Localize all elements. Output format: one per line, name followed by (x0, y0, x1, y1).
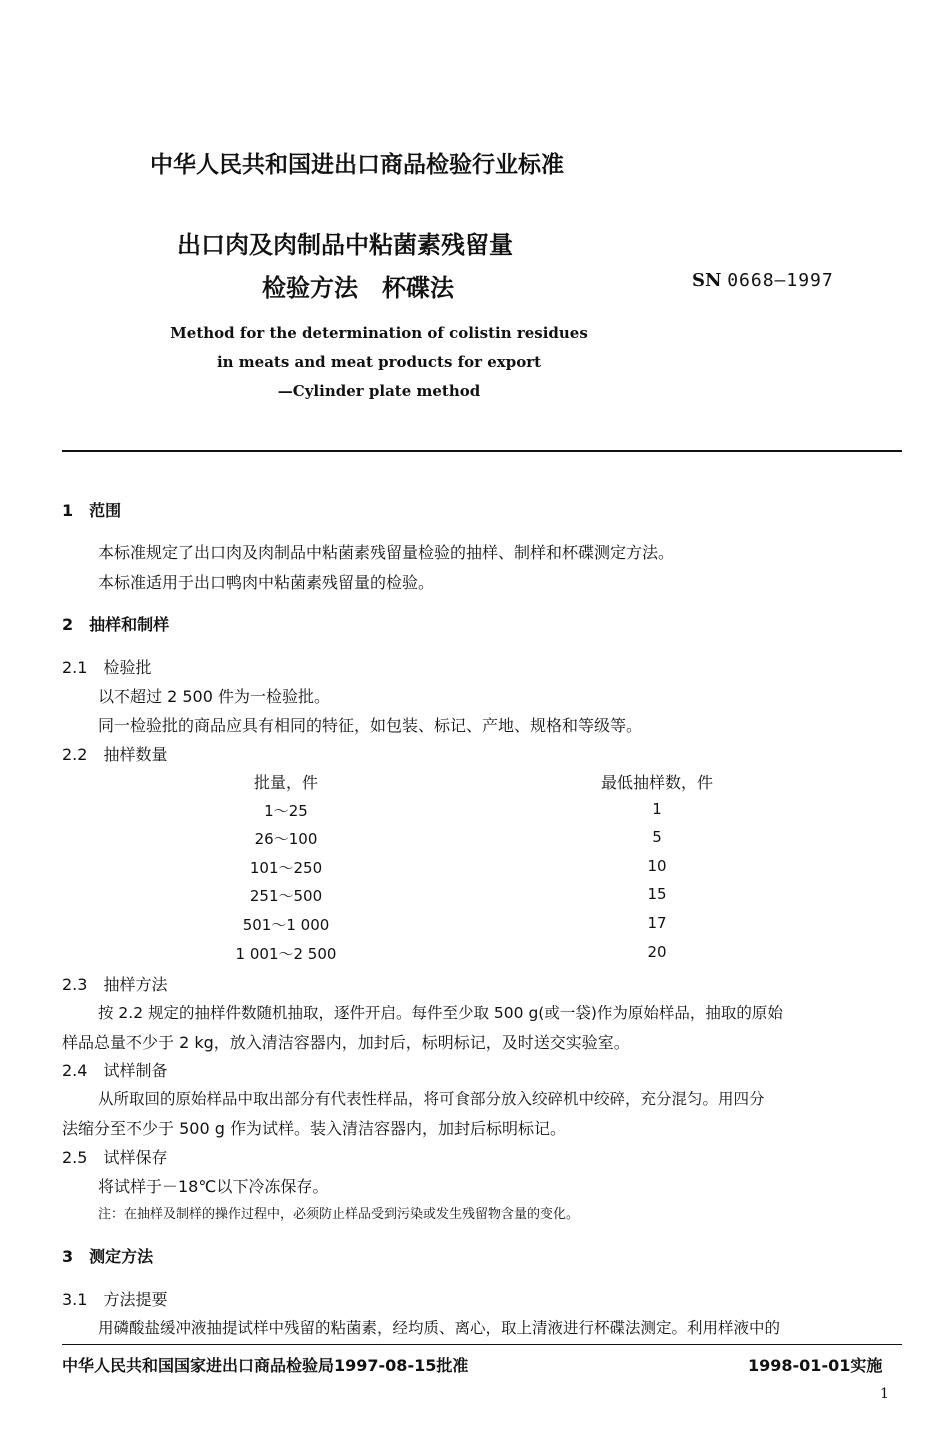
section-2-3-line-2: 样品总量不少于 2 kg，放入清洁容器内，加封后，标明标记，及时送交实验室。 (62, 1033, 630, 1052)
section-2-5-para-1: 将试样于－18℃以下冷冻保存。 (98, 1177, 329, 1196)
section-1-para-2: 本标准适用于出口鸭肉中粘菌素残留量的检验。 (98, 573, 435, 592)
table-cell-lot-size: 1～25 (264, 802, 308, 820)
section-1-heading: 1 范围 (62, 501, 122, 520)
table-cell-lot-size: 26～100 (254, 830, 318, 848)
section-3-1-line-1: 用磷酸盐缓冲液抽提试样中残留的粘菌素，经均质、离心，取上清液进行杯碟法测定。利用样液中的 (98, 1319, 781, 1337)
table-row (0, 914, 950, 942)
section-2-4-heading: 2.4 试样制备 (62, 1061, 168, 1080)
section-3-1-heading: 3.1 方法提要 (62, 1290, 168, 1309)
table-cell-min-samples: 17 (647, 914, 667, 932)
section-2-4-line-1: 从所取回的原始样品中取出部分有代表性样品，将可食部分放入绞碎机中绞碎，充分混匀。用四分 (98, 1090, 765, 1108)
table-row (0, 828, 950, 856)
table-cell-min-samples: 20 (647, 943, 667, 961)
table-row (0, 885, 950, 913)
section-2-5-heading: 2.5 试样保存 (62, 1148, 168, 1167)
section-2-3-heading: 2.3 抽样方法 (62, 975, 168, 994)
footer-rule (62, 1344, 902, 1345)
standard-prefix: SN (692, 270, 722, 291)
effective-date: 1998-01-01实施 (748, 1356, 883, 1375)
table-row (0, 857, 950, 885)
section-2-5-note: 注：在抽样及制样的操作过程中，必须防止样品受到污染或发生残留物含量的变化。 (98, 1207, 580, 1222)
table-cell-min-samples: 1 (652, 800, 662, 818)
english-title-line3: —Cylinder plate method (277, 382, 481, 400)
approval-note: 中华人民共和国国家进出口商品检验局1997-08-15批准 (62, 1356, 469, 1375)
table-cell-min-samples: 10 (647, 857, 667, 875)
doc-title-line1: 出口肉及肉制品中粘菌素残留量 (177, 231, 513, 259)
page-number: 1 (880, 1386, 889, 1402)
section-2-1-para-2: 同一检验批的商品应具有相同的特征，如包装、标记、产地、规格和等级等。 (98, 716, 643, 735)
section-1-para-1: 本标准规定了出口肉及肉制品中粘菌素残留量检验的抽样、制样和杯碟测定方法。 (98, 543, 675, 562)
section-3-heading: 3 测定方法 (62, 1247, 154, 1266)
header-rule (62, 450, 902, 452)
section-2-heading: 2 抽样和制样 (62, 615, 170, 634)
section-2-4-line-2: 法缩分至不少于 500 g 作为试样。装入清洁容器内，加封后标明标记。 (62, 1119, 566, 1138)
section-2-1-para-1: 以不超过 2 500 件为一检验批。 (98, 687, 330, 706)
section-2-3-line-1: 按 2.2 规定的抽样件数随机抽取，逐件开启。每件至少取 500 g(或一袋)作为原始样品，抽取的原始 (98, 1004, 783, 1022)
table-cell-min-samples: 5 (652, 828, 662, 846)
section-2-1-heading: 2.1 检验批 (62, 658, 152, 677)
table-row (0, 943, 950, 971)
table-header-min-samples: 最低抽样数，件 (600, 773, 713, 792)
table-row (0, 800, 950, 828)
standard-code (692, 270, 834, 291)
table-cell-min-samples: 15 (647, 885, 667, 903)
table-cell-lot-size: 501～1 000 (242, 916, 330, 934)
table-cell-lot-size: 101～250 (249, 859, 323, 877)
section-2-2-heading: 2.2 抽样数量 (62, 745, 168, 764)
org-title: 中华人民共和国进出口商品检验行业标准 (150, 152, 564, 178)
table-cell-lot-size: 251～500 (249, 887, 323, 905)
standard-number: 0668—1997 (727, 270, 834, 291)
table-header-row (0, 770, 950, 798)
table-header-lot-size: 批量，件 (253, 773, 318, 792)
english-title-line2: in meats and meat products for export (216, 353, 542, 371)
english-title-line1: Method for the determination of colistin residues (170, 324, 588, 342)
table-cell-lot-size: 1 001～2 500 (235, 945, 337, 963)
doc-title-line2: 检验方法 杯碟法 (262, 274, 454, 302)
